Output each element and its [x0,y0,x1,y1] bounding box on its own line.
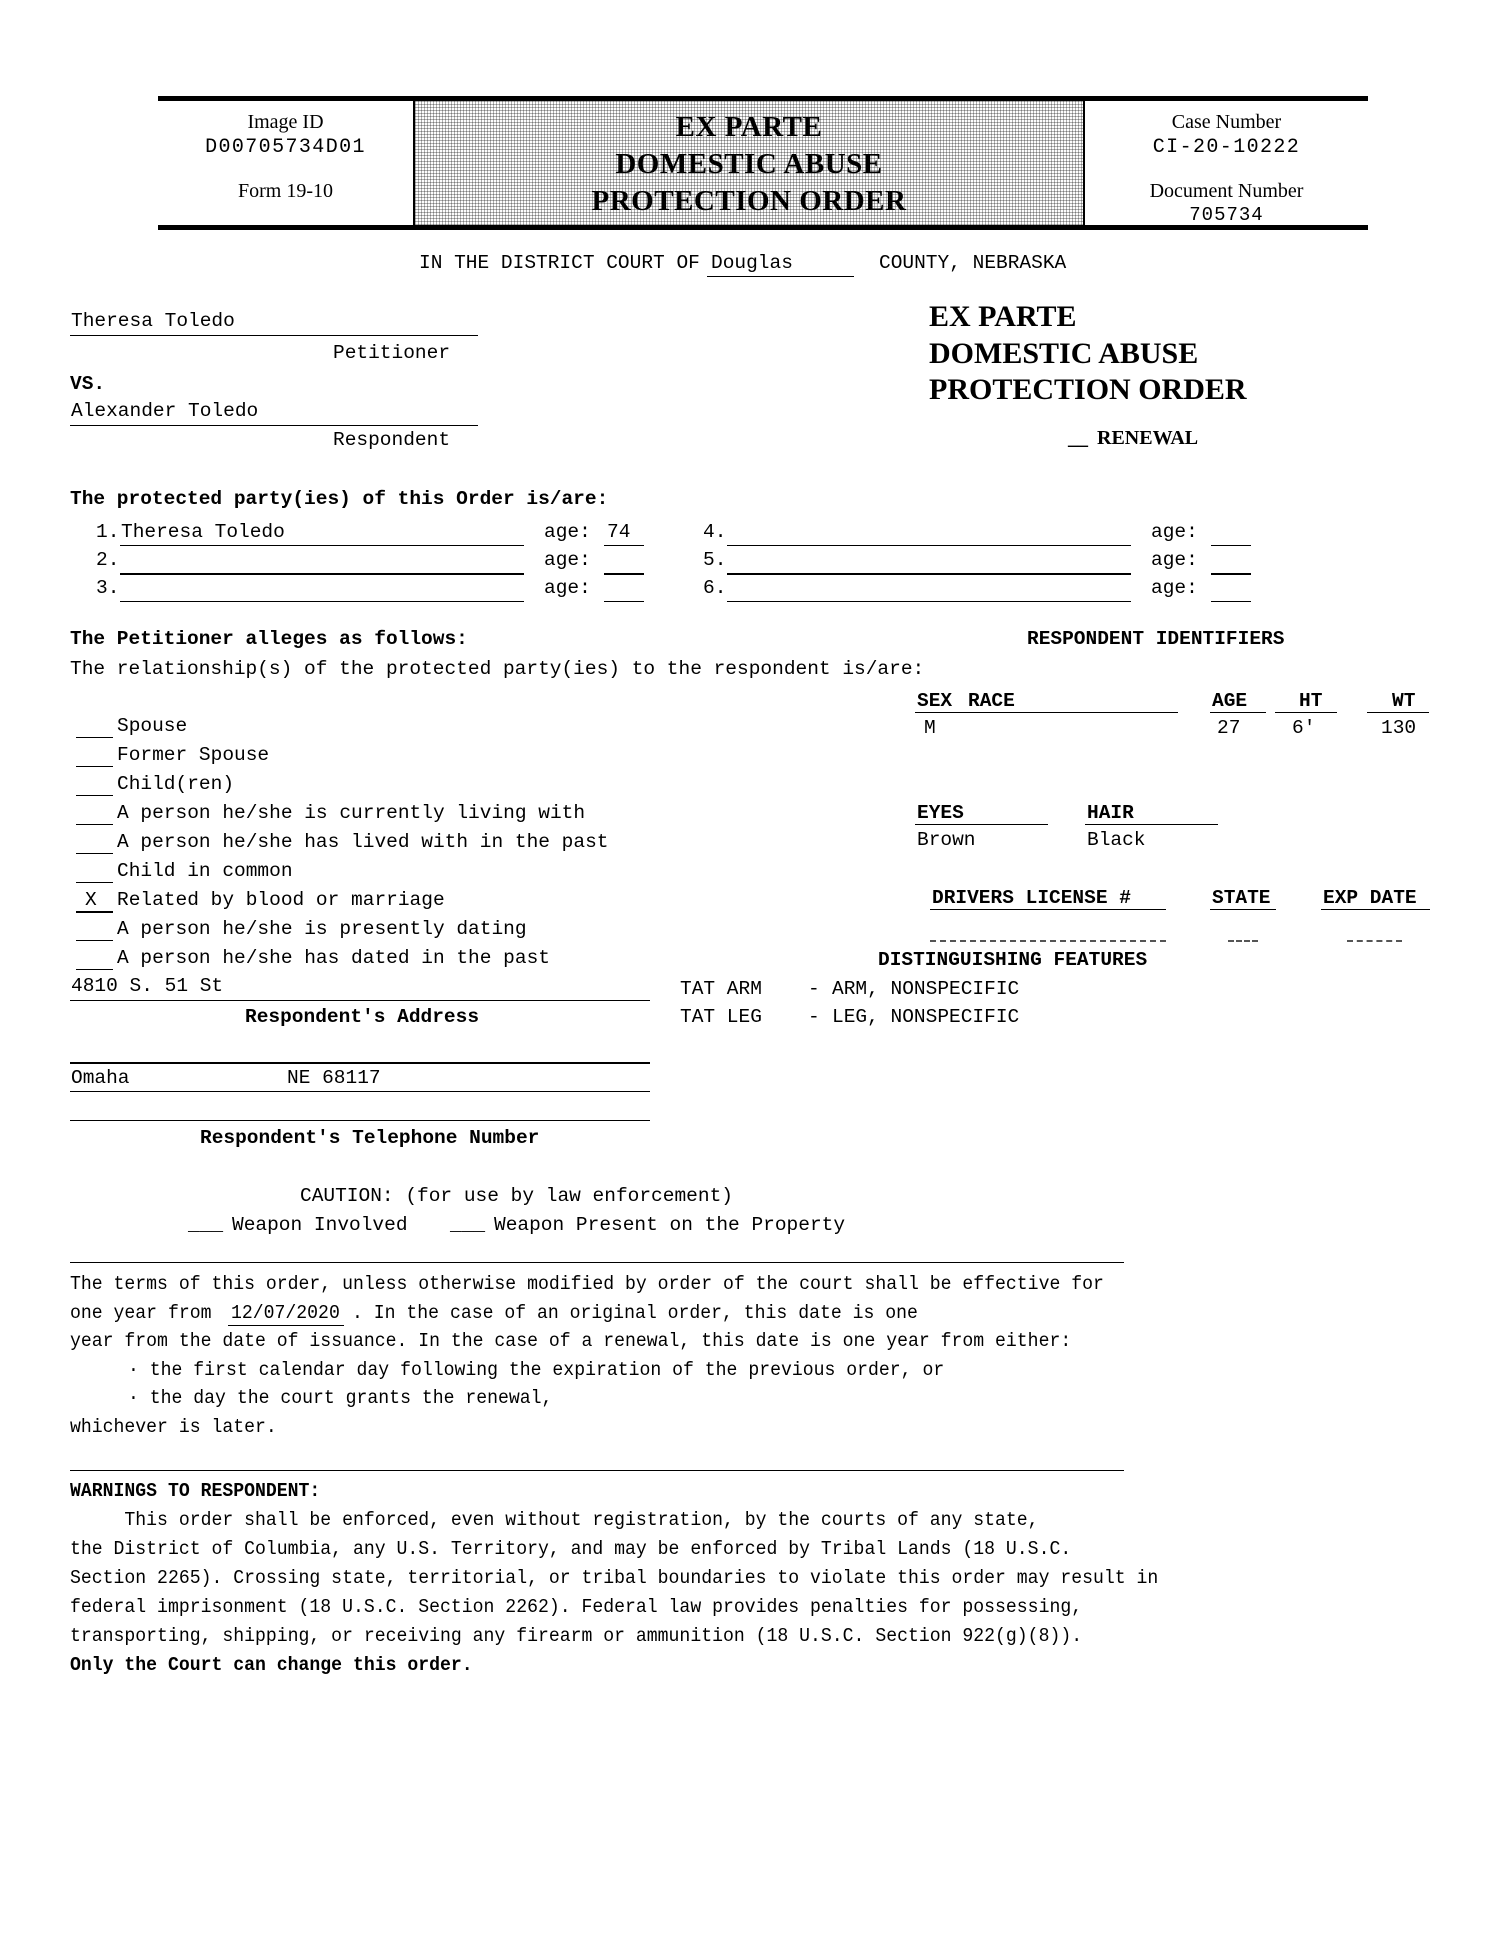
court-line-prefix: IN THE DISTRICT COURT OF [419,252,700,274]
relationship-label-3: A person he/she is currently living with [117,802,586,824]
column-rule-eyes [915,824,1048,825]
image-id-value: D00705734D01 [205,136,366,159]
respondent-state-zip-value[interactable]: NE 68117 [287,1067,381,1089]
protected-row-6-age-rule [1211,601,1251,602]
petitioner-rule [70,335,478,336]
column-rule-race [966,712,1178,713]
protected-row-2-rule [120,573,524,575]
respondent-label: Respondent [333,429,451,451]
allegations-heading: The Petitioner alleges as follows: [70,628,468,650]
caption-title-line-2: DOMESTIC ABUSE [929,337,1199,370]
terms-divider-rule [70,1262,1124,1263]
respondent-address-label: Respondent's Address [245,1006,480,1028]
relationship-rule-4 [76,853,113,854]
court-line-suffix: COUNTY, NEBRASKA [879,252,1067,274]
protected-row-3-age-rule [604,601,644,602]
protected-row-1-age[interactable]: 74 [607,521,631,543]
protected-row-1-age-rule [604,545,644,546]
county-value: Douglas [711,252,793,274]
column-rule-drivers-license [930,909,1166,910]
respondent-street-rule [70,1000,650,1001]
column-header-exp-date: EXP DATE [1323,887,1417,909]
relationship-label-1: Former Spouse [117,744,270,766]
value-ht: 6' [1292,717,1316,739]
column-header-wt: WT [1392,690,1416,712]
warnings-line-1: the District of Columbia, any U.S. Territory, and may be enforced by Tribal Lands (18 U.S.C. [70,1538,1072,1560]
protected-row-5-age-label: age: [1151,549,1198,571]
value-sex: M [924,717,936,739]
protected-row-1-age-label: age: [544,521,591,543]
weapon-involved-label: Weapon Involved [232,1214,408,1236]
column-header-hair: HAIR [1087,802,1134,824]
feature-dash-1: - [808,1006,820,1028]
terms-bullet-1: · the first calendar day following the expiration of the previous order, or [128,1359,945,1381]
warnings-divider-rule [70,1470,1124,1471]
terms-line-4: whichever is later. [70,1416,277,1438]
value-rule-drivers-license [930,940,1166,942]
warnings-line-0: This order shall be enforced, even without registration, by the courts of any state, [70,1509,1039,1531]
feature-desc-0: ARM, NONSPECIFIC [832,978,1020,1000]
terms-line-2-prefix: one year from [70,1302,212,1324]
column-rule-hair [1085,824,1218,825]
document-number-value: 705734 [1189,204,1264,226]
protected-row-2-num: 2. [96,549,120,571]
value-wt: 130 [1381,717,1417,739]
terms-effective-date-rule [228,1325,344,1326]
protected-row-2-age-label: age: [544,549,591,571]
feature-dash-0: - [808,978,820,1000]
respondent-name: Alexander Toledo [71,400,259,422]
petitioner-label: Petitioner [333,342,451,364]
warnings-line-3: federal imprisonment (18 U.S.C. Section 2262). Federal law provides penalties for possessing, [70,1596,1083,1618]
value-hair: Black [1087,829,1146,851]
column-rule-age [1210,712,1266,713]
protected-row-3-num: 3. [96,577,120,599]
protected-row-4-age-label: age: [1151,521,1198,543]
value-rule-exp-date [1347,940,1402,942]
terms-effective-date[interactable]: 12/07/2020 [231,1302,340,1324]
column-header-eyes: EYES [917,802,964,824]
value-eyes: Brown [917,829,976,851]
terms-line-2-suffix: . In the case of an original order, this date is one [352,1302,918,1324]
protected-row-5-num: 5. [703,549,727,571]
column-rule-wt [1367,712,1429,713]
protected-row-1-rule [120,545,524,546]
case-number-label: Case Number [1171,111,1282,133]
relationship-rule-1 [76,766,113,767]
relationship-rule-2 [76,795,113,796]
header-right-cell [1085,101,1368,225]
header-title-line-2: DOMESTIC ABUSE [615,148,883,180]
protected-row-4-age-rule [1211,545,1251,546]
value-rule-state [1228,940,1258,942]
column-rule-ht [1275,712,1337,713]
feature-code-0: TAT ARM [680,978,762,1000]
case-number-value: CI-20-10222 [1152,136,1301,159]
protected-row-3-rule [120,601,524,602]
form-number-label: Form 19-10 [238,180,333,202]
image-id-label: Image ID [247,111,324,133]
column-header-drivers-license: DRIVERS LICENSE # [932,887,1131,909]
protected-row-4-rule [727,545,1131,546]
column-header-race: RACE [968,690,1015,712]
header-title-cell [413,101,1085,225]
respondent-phone-rule [70,1120,650,1121]
relationship-rule-5 [76,882,113,883]
relationship-label-7: A person he/she is presently dating [117,918,527,940]
relationship-mark-6[interactable]: X [85,889,97,911]
relationship-label-4: A person he/she has lived with in the past [117,831,609,853]
relationship-rule-0 [76,737,113,738]
versus-label: VS. [70,373,106,395]
distinguishing-features-heading: DISTINGUISHING FEATURES [878,949,1148,971]
respondent-street-value[interactable]: 4810 S. 51 St [71,975,224,997]
relationship-label-6: Related by blood or marriage [117,889,445,911]
warnings-heading: WARNINGS TO RESPONDENT: [70,1480,321,1502]
protected-row-6-rule [727,601,1131,602]
relationship-rule-8 [76,969,113,970]
caption-title-line-1: EX PARTE [929,300,1077,333]
feature-code-1: TAT LEG [680,1006,762,1028]
protected-row-4-num: 4. [703,521,727,543]
caption-title-line-3: PROTECTION ORDER [929,373,1247,406]
relationship-rule-7 [76,940,113,941]
renewal-label: RENEWAL [1097,427,1199,449]
protected-row-1-num: 1. [96,521,120,543]
header-title-line-3: PROTECTION ORDER [591,185,907,217]
protected-parties-heading: The protected party(ies) of this Order is/are: [70,488,609,510]
weapon-present-label: Weapon Present on the Property [494,1214,846,1236]
petitioner-name: Theresa Toledo [71,310,235,332]
relationship-label-5: Child in common [117,860,293,882]
respondent-city-rule [70,1091,650,1092]
weapon-present-checkbox[interactable]: ___ [450,1214,486,1236]
feature-desc-1: LEG, NONSPECIFIC [832,1006,1020,1028]
protected-row-3-age-label: age: [544,577,591,599]
terms-line-3: year from the date of issuance. In the case of a renewal, this date is one year from either: [70,1330,1072,1352]
protected-row-5-age-rule [1211,573,1251,575]
relationship-label-0: Spouse [117,715,188,737]
column-header-age: AGE [1212,690,1248,712]
column-rule-exp-date [1321,909,1430,910]
protected-row-2-age-rule [604,573,644,575]
protected-row-5-rule [727,573,1131,575]
column-header-state: STATE [1212,887,1271,909]
protected-row-1-name[interactable]: Theresa Toledo [121,521,285,543]
document-number-label: Document Number [1149,180,1304,202]
warnings-line-2: Section 2265). Crossing state, territorial, or tribal boundaries to violate this order may result in [70,1567,1159,1589]
relationship-rule-6 [76,911,113,913]
warnings-line-4: transporting, shipping, or receiving any firearm or ammunition (18 U.S.C. Section 922(g)(8)). [70,1625,1083,1647]
county-rule [707,276,854,277]
respondent-city-value[interactable]: Omaha [71,1067,130,1089]
column-rule-state [1210,909,1276,910]
respondent-identifiers-heading: RESPONDENT IDENTIFIERS [1027,628,1285,650]
protected-row-6-num: 6. [703,577,727,599]
allegations-subheading: The relationship(s) of the protected party(ies) to the respondent is/are: [70,658,925,680]
terms-bullet-2: · the day the court grants the renewal, [128,1387,553,1409]
warnings-bold-line: Only the Court can change this order. [70,1654,473,1676]
protected-row-6-age-label: age: [1151,577,1198,599]
terms-line-1: The terms of this order, unless otherwise modified by order of the court shall be effective for [70,1273,1104,1295]
value-age: 27 [1217,717,1241,739]
header-title-line-1: EX PARTE [675,111,823,143]
relationship-label-8: A person he/she has dated in the past [117,947,550,969]
weapon-involved-checkbox[interactable]: ___ [188,1214,224,1236]
column-header-ht: HT [1299,690,1323,712]
caution-heading: CAUTION: (for use by law enforcement) [300,1185,733,1207]
column-header-sex: SEX [917,690,953,712]
relationship-rule-3 [76,824,113,825]
header-left-cell [158,101,413,225]
relationship-label-2: Child(ren) [117,773,235,795]
form-header-box [158,96,1368,230]
renewal-checkbox[interactable]: __ [1068,427,1088,449]
respondent-phone-label: Respondent's Telephone Number [200,1127,540,1149]
